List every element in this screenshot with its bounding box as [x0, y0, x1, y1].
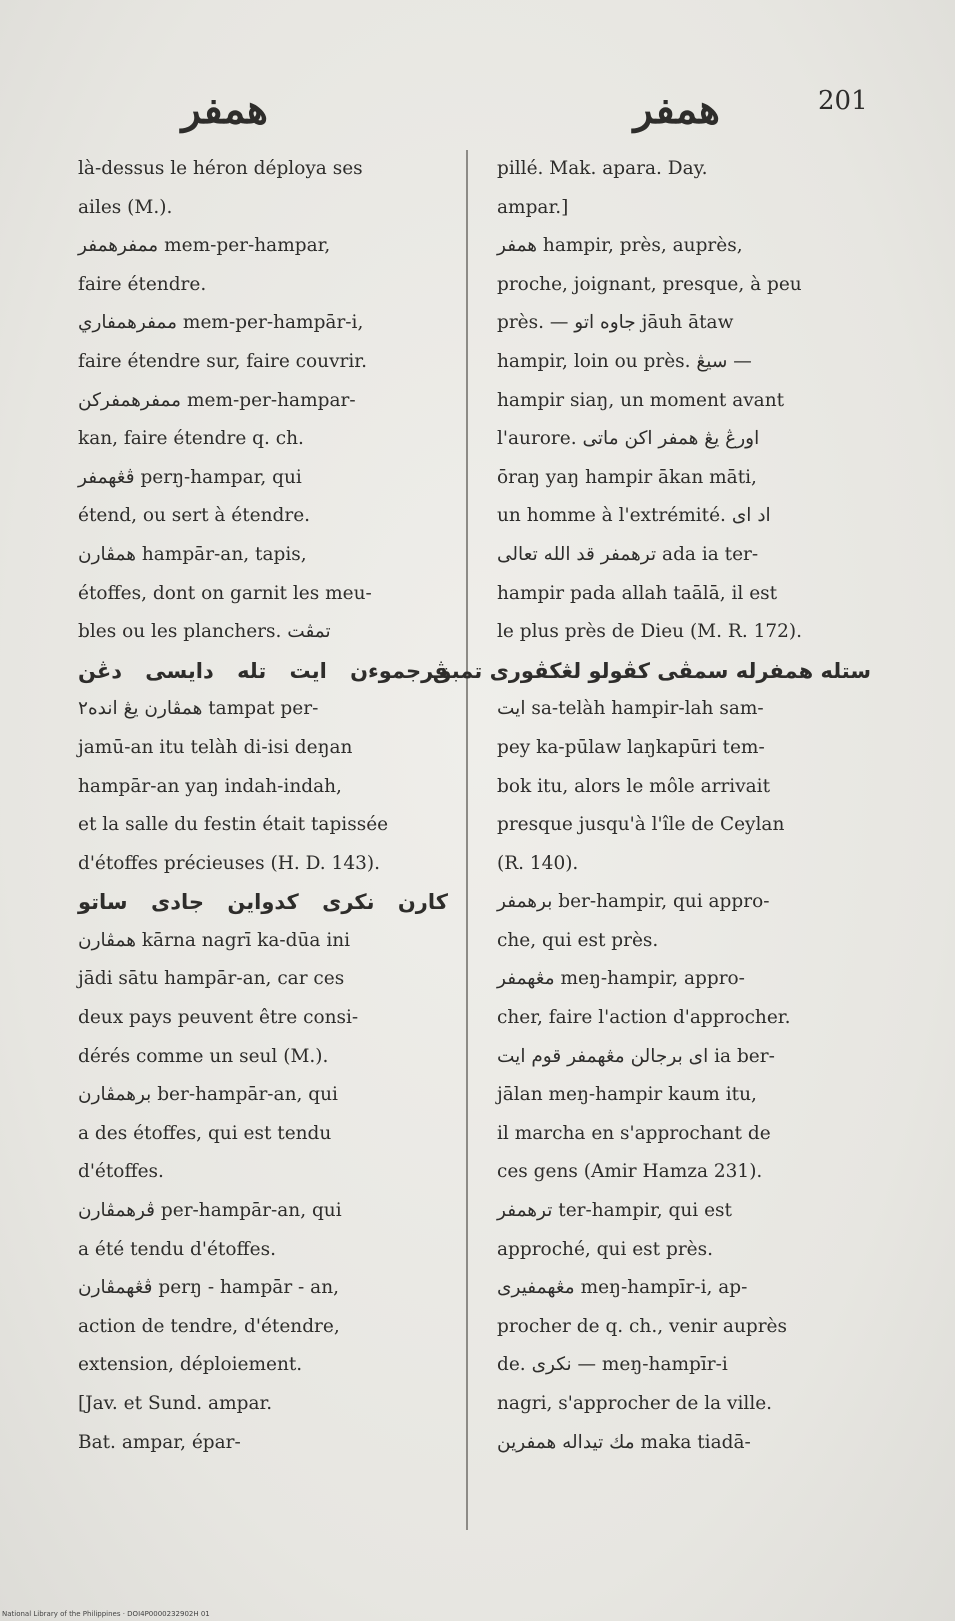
- text-line: همڤارن يڠ انده٢ tampat per-: [78, 698, 319, 720]
- scan-footer: National Library of the Philippines · DOI4P0000232902H 01: [2, 1610, 210, 1618]
- text-line: étoffes, dont on garnit les meu-: [78, 582, 372, 604]
- text-line: d'étoffes précieuses (H. D. 143).: [78, 852, 380, 874]
- text-line: hampār-an yaŋ indah-indah,: [78, 775, 342, 797]
- text-line: deux pays peuvent être consi-: [78, 1007, 359, 1029]
- text-line: approché, qui est près.: [497, 1238, 714, 1260]
- text-line: le plus près de Dieu (M. R. 172).: [497, 621, 802, 643]
- text-line: étend, ou sert à étendre.: [78, 505, 311, 527]
- text-line: همڤارن kārna nagrī ka-dūa ini: [78, 929, 351, 951]
- text-line: a des étoffes, qui est tendu: [78, 1122, 332, 1144]
- text-line: extension, déploiement.: [78, 1354, 303, 1376]
- text-line: ces gens (Amir Hamza 231).: [497, 1161, 763, 1183]
- text-line: bles ou les planchers. تمڤت: [78, 621, 331, 643]
- text-line: [Jav. et Sund. ampar.: [78, 1393, 273, 1414]
- text-line: dérés comme un seul (M.).: [78, 1045, 329, 1067]
- text-line: ڤرهمڤارن per-hampār-an, qui: [78, 1200, 342, 1222]
- text-line: ōraŋ yaŋ hampir ākan māti,: [497, 466, 757, 488]
- column-divider: [466, 150, 468, 1530]
- text-line: proche, joignant, presque, à peu: [497, 273, 802, 295]
- text-line: ڤڠهمڤارن perŋ - hampār - an,: [78, 1277, 339, 1299]
- text-line: همفر hampir, près, auprès,: [497, 235, 743, 257]
- text-line: procher de q. ch., venir auprès: [497, 1315, 787, 1337]
- text-line: ڤرجموءن ايت تله دايسى دڠن: [78, 658, 448, 683]
- text-line: un homme à l'extrémité. اد اى: [497, 505, 771, 527]
- text-line: ايت sa-telàh hampir-lah sam-: [497, 698, 764, 720]
- text-line: jādi sātu hampār-an, car ces: [78, 968, 345, 990]
- text-line: ailes (M.).: [78, 196, 173, 218]
- text-line: hampir, loin ou près. سيڠ —: [497, 350, 752, 372]
- text-line: de. نكرى — meŋ-hampīr-i: [497, 1354, 728, 1376]
- text-line: ممفرهمفر mem-per-hampar,: [78, 235, 331, 257]
- text-line: ممفرهمفاري mem-per-hampār-i,: [78, 312, 364, 334]
- text-line: et la salle du festin était tapissée: [78, 814, 389, 836]
- running-head-left: همفر: [181, 86, 268, 133]
- text-line: faire étendre.: [78, 273, 207, 295]
- text-line: bok itu, alors le môle arrivait: [497, 775, 771, 797]
- text-line: che, qui est près.: [497, 929, 659, 951]
- text-line: kan, faire étendre q. ch.: [78, 428, 304, 450]
- text-line: là-dessus le héron déploya ses: [78, 158, 363, 179]
- text-line: مك تيداله همفرين maka tiadā-: [497, 1431, 751, 1453]
- text-line: hampir siaŋ, un moment avant: [497, 389, 785, 411]
- text-line: jālan meŋ-hampir kaum itu,: [497, 1084, 757, 1106]
- text-line: action de tendre, d'étendre,: [78, 1315, 340, 1337]
- text-line: presque jusqu'à l'île de Ceylan: [497, 814, 785, 836]
- text-line: ڤڠهمفر perŋ-hampar, qui: [78, 466, 302, 488]
- text-line: كارن نكرى كدواين جادى ساتو: [78, 890, 448, 915]
- text-line: pey ka-pūlaw laŋkapūri tem-: [497, 736, 765, 758]
- text-line: ترهمفر قد الله تعالى ada ia ter-: [497, 543, 759, 565]
- text-line: pillé. Mak. apara. Day.: [497, 158, 708, 179]
- text-line: ممفرهمفركن mem-per-hampar-: [78, 389, 356, 411]
- text-line: ترهمفر ter-hampir, qui est: [497, 1200, 732, 1222]
- text-line: برهمڤارن ber-hampār-an, qui: [78, 1084, 338, 1106]
- text-line: l'aurore. اورڠ يڠ همفر اكن ماتى: [497, 428, 760, 450]
- page-number: 201: [818, 86, 868, 116]
- text-line: (R. 140).: [497, 852, 579, 874]
- text-line: برهمفر ber-hampir, qui appro-: [497, 891, 770, 913]
- text-line: d'étoffes.: [78, 1161, 164, 1183]
- text-line: cher, faire l'action d'approcher.: [497, 1007, 791, 1029]
- text-line: a été tendu d'étoffes.: [78, 1238, 276, 1260]
- left-column: [78, 150, 448, 1462]
- text-line: ampar.]: [497, 196, 569, 218]
- text-line: il marcha en s'approchant de: [497, 1122, 771, 1144]
- right-column: [432, 150, 871, 1462]
- text-line: faire étendre sur, faire couvrir.: [78, 350, 367, 372]
- text-line: nagri, s'approcher de la ville.: [497, 1393, 773, 1414]
- text-line: مڠهمفيرى meŋ-hampīr-i, ap-: [497, 1277, 748, 1299]
- text-line: مڠهمفر meŋ-hampir, appro-: [497, 968, 745, 990]
- text-line: hampir pada allah taālā, il est: [497, 582, 778, 604]
- running-head-right: همفر: [633, 86, 720, 133]
- text-line: همڤارن hampār-an, tapis,: [78, 543, 307, 565]
- text-line: près. — جاوه اتو jāuh ātaw: [497, 312, 734, 334]
- text-line: jamū-an itu telàh di-isi deŋan: [78, 736, 353, 758]
- text-line: Bat. ampar, épar-: [78, 1431, 241, 1453]
- text-line: اى برجالن مڠهمفر قوم ايت ia ber-: [497, 1045, 775, 1067]
- text-line: ستله همفرله سمڤى كڤولو لڠكڤورى تمبق: [432, 658, 871, 683]
